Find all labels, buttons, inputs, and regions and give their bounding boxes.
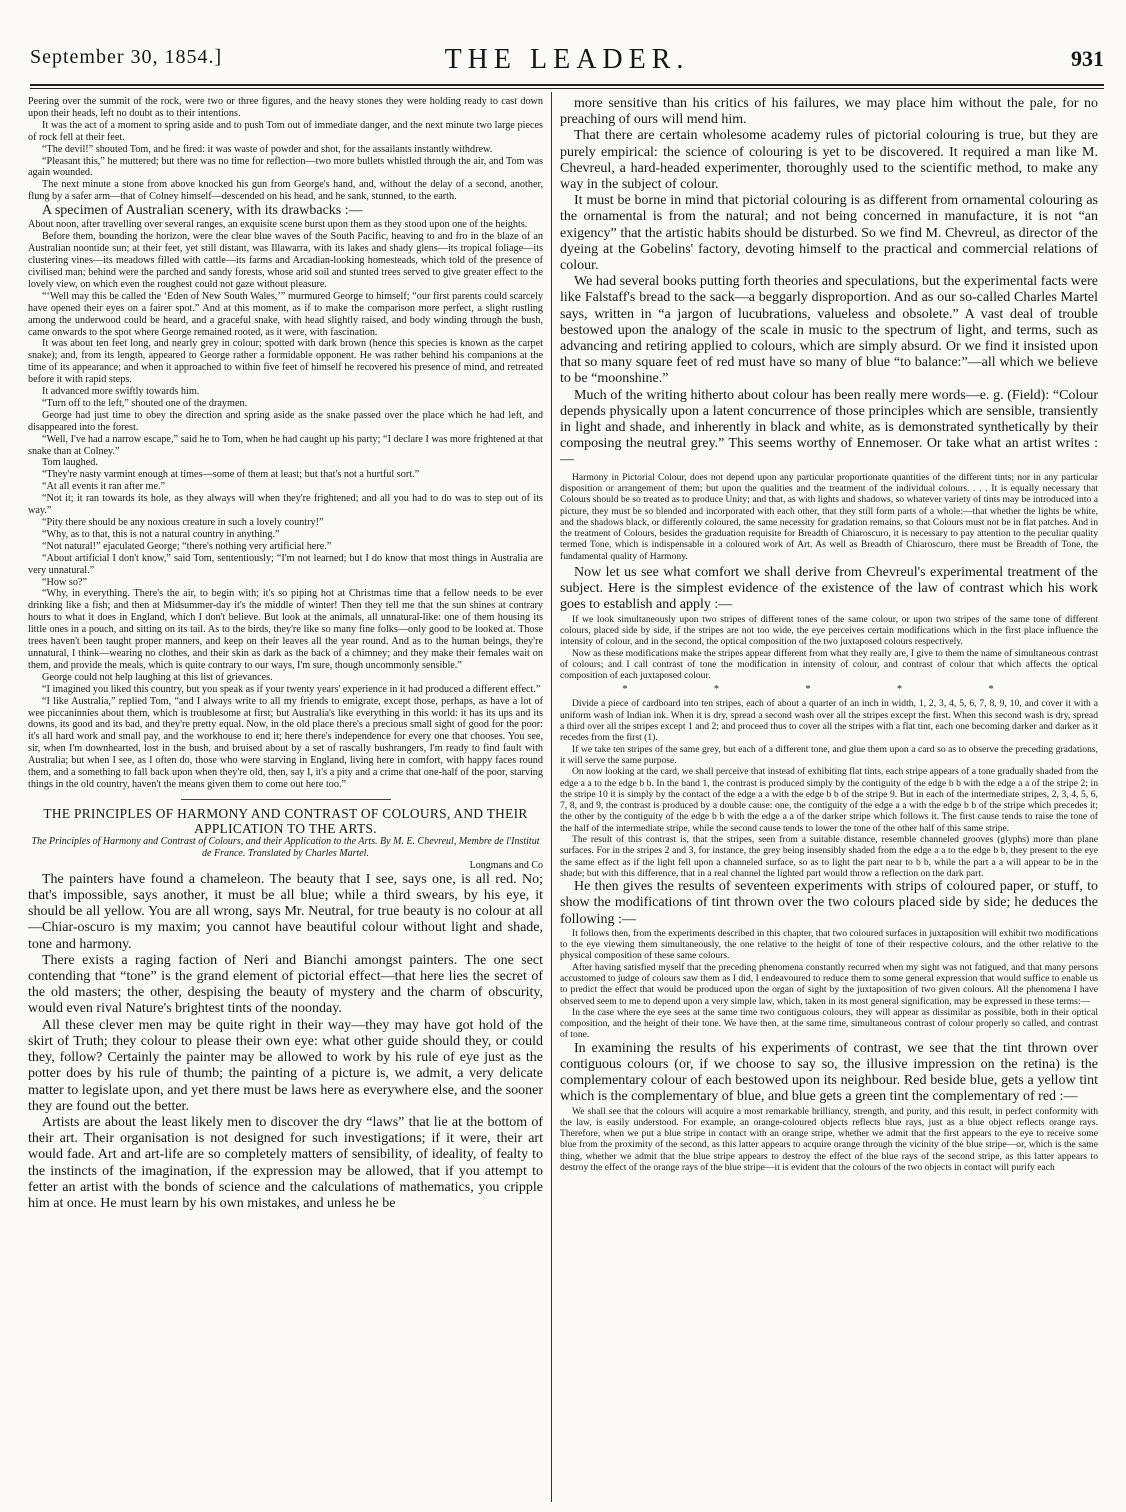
narrative-paragraph: “The devil!” shouted Tom, and he fired: it was waste of powder and shot, for the assailants instantly withdrew. xyxy=(42,143,493,155)
review-title: THE PRINCIPLES OF HARMONY AND CONTRAST OF COLOURS, AND THEIR APPLICATION TO THE ARTS. xyxy=(43,805,528,836)
review-paragraph: We had several books putting forth theories and speculations, but the experimental facts were like Falstaff's bread to the sack—a beggarly disproportion. And as our so-called Charles Martel says, written in “a jargon of lucubrations, valueless and obsolete.” A vast deal of trouble bestowed upon the analogy of the scale in music to the spectrum of light, and terms, such as advancing and retiring applied to colours, which are simply absurd. Or we find it insisted upon that so many square feet of red must have so many of blue “to balance:”—all which we believe to be “moonshine.” xyxy=(560,274,1098,387)
review-paragraph: Much of the writing hitherto about colour has been really mere words—e. g. (Field): “Colour depends physically upon a latent concurrence of those principles which are sensible, transiently in light and shade, and inherently in black and white, as is demonstrated synthetically by their composing the neutral grey.” This seems worthy of Ennemoser. Or take what an artist writes :— xyxy=(560,387,1098,468)
specimen-paragraph: “‘Well may this be called the ‘Eden of New South Wales,’” murmured George to himself; “our first parents could scarcely have opened their eyes on a fairer spot.” And at this moment, as if to make the comparison more perfect, a slight rustling among the underwood could be heard, and a graceful snake, with head slightly raised, and body winding through the bush, came onwards to the spot where George remained rooted, as it were, with fascination. xyxy=(28,290,543,338)
specimen-paragraph: “Pity there should be any noxious creature in such a lovely country!” xyxy=(42,517,324,529)
left-column xyxy=(28,96,543,1500)
specimen-paragraph: “Why, as to that, this is not a natural country in anything.” xyxy=(42,528,280,540)
review-publisher: Longmans and Co xyxy=(469,859,543,871)
review-paragraph: The painters have found a chameleon. The beauty that I see, says one, is all red. No; that's impossible, says another, it must be all blue; while a third swears, by his eye, it should be all yellow. You are all wrong, says Mr. Neutral, for true beauty is no colour at all—Chiar-oscuro is my maxim; you cannot have beautiful colour without light and shade, tone and harmony. xyxy=(28,871,543,952)
narrative-paragraph: Peering over the summit of the rock, were two or three figures, and the heavy stones they were holding ready to cast down upon their heads, left no doubt as to their intentions. xyxy=(28,96,543,119)
header-rule-thin xyxy=(30,88,1104,89)
section-divider xyxy=(181,799,391,800)
specimen-paragraph: It was about ten feet long, and nearly grey in colour; spotted with dark brown (hence this species is known as the carpet snake); and, from its length, appeared to George rather a formidable opponent. He was rather behind his companions at the time of its appearance; and when it approached to within five feet of himself he recovered his presence of mind, and retreated before it with rapid steps. xyxy=(28,338,543,386)
review-paragraph: Now let us see what comfort we shall derive from Chevreul's experimental treatment of the subject. Here is the simplest evidence of the existence of the law of contrast which his work goes to establish and apply :— xyxy=(560,565,1098,613)
quoted-passage: It follows then, from the experiments described in this chapter, that two coloured surfaces in juxtaposition will exhibit two modifications to the eye viewing them simultaneously, the one relative to the height of tone of their respective colours, and the other relative to the physical composition of these same colours. xyxy=(560,927,1098,962)
review-paragraph: That there are certain wholesome academy rules of pictorial colouring is true, but they are purely empirical: the science of colouring is yet to be discovered. It required a man like M. Chevreul, a hard-headed experimenter, thoroughly used to the scientific method, to make any way in the subject of colour. xyxy=(560,128,1098,193)
specimen-paragraph: “They're nasty varmint enough at times—some of them at least; but that's not a hurtful sort.” xyxy=(42,469,420,481)
column-divider xyxy=(551,92,552,1502)
specimen-paragraph: George could not help laughing at this list of grievances. xyxy=(42,671,273,683)
quoted-passage: If we look simultaneously upon two stripes of different tones of the same colour, or upon two stripes of the same tone of different colours, placed side by side, if the stripes are not too wide, the eye perceives certain modifications which in the first place influence the intensity of colour, and in the second, the optical composition of the two juxtaposed colours respectively. xyxy=(560,613,1098,648)
specimen-paragraph: “About artificial I don't know,” said Tom, sententiously; “I'm not learned; but I do know that most things in Australia are very unnatural.” xyxy=(28,552,543,576)
specimen-paragraph: “Turn off to the left,” shouted one of the draymen. xyxy=(42,397,248,409)
narrative-paragraph: The next minute a stone from above knocked his gun from George's hand, and, without the delay of a second, another, flung by a safer arm—that of Colney himself—descended on his head, and he sank, stunned, to the earth. xyxy=(28,179,543,203)
specimen-paragraph: “Well, I've had a narrow escape,” said he to Tom, when he had caught up his party; “I declare I was more frightened at that snake than at Colney.” xyxy=(28,433,543,457)
specimen-paragraph: “Why, in everything. There's the air, to begin with; it's so piping hot at Christmas time that a fellow needs to be ever drinking like a fish; and then at Midsummer-day it's the middle of winter! Then they tell me that the sun shines at contrary hours to what it does in England, which I don't believe. But look at the animals, all unnatural-like: one of them housing its little ones in a pouch, and sitting on its tail. As to the birds, they're like so many fine folks—only good to be looked at. Those trees haven't been taught proper manners, and keep on their leaves all the year round. And as to the human beings, they're unnatural, I think—wearing no clothes, and their skin as dark as the back of a chimney; and they make their females wait on them, and provide the meals, which is quite contrary to our ways, I'm sure, though uncommonly sensible.” xyxy=(28,588,543,671)
specimen-paragraph: Tom laughed. xyxy=(42,457,98,469)
review-paragraph: Artists are about the least likely men to discover the dry “laws” that lie at the bottom of their art. Their organisation is not designed for such investigations; if it were, their art would fade. Art and art-life are so completely matters of sensibility, of ideality, of fealty to the instincts of the imagination, if the expression may be allowed, that if you attempt to fetter an artist with the bonds of science and the calculations of mathematics, you cripple him at once. He must learn by his own mistakes, and unless he be xyxy=(28,1114,543,1211)
section-stars: * * * * * xyxy=(622,684,1036,696)
page-number: 931 xyxy=(1071,46,1104,71)
quoted-passage: Harmony in Pictorial Colour, does not depend upon any particular proportionate quantities of the different tints; nor in any particular disposition or arrangement of them; but upon the qualities and the treatment of the individual colours. . . . It is equally necessary that Colours should be so treated as to produce Unity; and that, as with lights and shadows, so whatever variety of tints may be introduced into a picture, they must be so blended and incorporated with each other, that they still form parts of a whole:—that whether the lights be white, and the shadows black, or differently coloured, the same necessity for gradation remains, so that Colours must not be in flat patches. And in the treatment of Colours, besides the graduation requisite for Breadth of Chiaroscuro, it is necessary to pay attention to the peculiar quality termed Tone, which is indispensable in a coloured work of Art. As well as Breadth of Chiaroscuro, there must be Breadth of Tone, the fundamental quality of Harmony. xyxy=(560,471,1098,562)
specimen-paragraph: “How so?” xyxy=(42,576,87,588)
specimen-paragraph: It advanced more swiftly towards him. xyxy=(42,386,200,398)
review-paragraph: There exists a raging faction of Neri and Bianchi amongst painters. The one sect contending that “tone” is the grand element of pictorial effect—that here lies the secret of the old masters; the other, despising the beauty of mystery and the charm of obscurity, would even rival Nature's brightest tints of the noonday. xyxy=(28,952,543,1017)
quoted-passage: Now as these modifications make the stripes appear different from what they really are, I give to them the name of simultaneous contrast of colours; and I call contrast of tone the modification in intensity of colour, and contrast of colour that which affects the optical composition of each juxtaposed colour. xyxy=(560,647,1098,682)
specimen-paragraph: “I imagined you liked this country, but you speak as if your twenty years' experience in it had produced a different effect.” xyxy=(42,683,541,695)
specimen-paragraph: “Not natural!” ejaculated George; “there's nothing very artificial here.” xyxy=(42,540,332,552)
review-paragraph: He then gives the results of seventeen experiments with strips of coloured paper, or stuff, to show the modifications of tint thrown over the two colours placed side by side; he deduces the following :— xyxy=(560,879,1098,927)
specimen-paragraph: “At all events it ran after me.” xyxy=(42,481,166,493)
specimen-paragraph: About noon, after travelling over several ranges, an exquisite scene burst upon them as they stood upon one of the heights. xyxy=(28,219,528,231)
narrative-paragraph: “Pleasant this,” he muttered; but there was no time for reflection—two more bullets whistled through the air, and Tom was again wounded. xyxy=(28,155,543,179)
specimen-paragraph: “Not it; it ran towards its hole, as they always will when they're frightened; and all you had to do was to step out of its way.” xyxy=(28,493,543,517)
review-paragraph: All these clever men may be quite right in their way—they may have got hold of the skirt of Truth; they colour to please their own eye: what other guide should they, or could they, follow? Certainly the painter may be allowed to work by his rule of eye just as the potter does by his rule of thumb; the painting of a picture is, we admit, a very delicate matter to legislate upon, and yet there must be laws here as everywhere else, and the sooner they are found out the better. xyxy=(28,1017,543,1114)
quoted-passage: After having satisfied myself that the preceding phenomena constantly recurred when my sight was not fatigued, and that many persons accustomed to judge of colours saw them as I did, I endeavoured to reduce them to some general expression that would suffice to enable us to predict the effect that would be produced upon the organ of sight by the juxtaposition of two given colours. All the phenomena I have observed seem to me to depend upon a very simple law, which, taken in its most general signification, may be expressed in these terms:— xyxy=(560,961,1098,1007)
review-paragraph: It must be borne in mind that pictorial colouring is as different from ornamental colouring as the ornamental is from the natural; and not being concerned in manufacture, it is not “an exigency” that the artistic habits should be disturbed. So we find M. Chevreul, as director of the dyeing at the Gobelins' factory, devoting himself to the practical and commercial relations of colour. xyxy=(560,193,1098,274)
quoted-passage: We shall see that the colours will acquire a most remarkable brilliancy, strength, and purity, and this result, in perfect conformity with the law, is easily understood. For example, an orange-coloured objects reflects blue rays, just as a blue object reflects orange rays. Therefore, when we put a blue stripe in contact with an orange stripe, whether we admit that the first appears to the eye to receive some blue from the proximity of the second, as this latter appears to acquire orange through the vicinity of the blue stripe—or, which is the same thing, whether we admit that the blue stripe appears to destroy the effect of the blue rays of the second stripe, as this latter appears to destroy the effect of the orange rays of the blue stripe—it is evident that the colours of the two objects in contact will purify each xyxy=(560,1105,1098,1174)
specimen-paragraph: Before them, bounding the horizon, were the clear blue waves of the South Pacific, heaving to and fro in the blaze of an Australian noontide sun; at their feet, yet still distant, was Illawarra, with its lakes and shady glens—its tropical foliage—its clustering vines—its meadows filled with cattle—its farms and Arcadian-looking homesteads, which told of the presence of civilised man; behind were the parched and sandy forests, whose arid soil and stunted trees served to give greater effect to the lovely view, on which even the roughest could not gaze without pleasure. xyxy=(28,231,543,290)
quoted-passage: In the case where the eye sees at the same time two contiguous colours, they will appear as dissimilar as possible, both in their optical composition, and the height of their tone. We have then, at the same time, simultaneous contrast of colour properly so called, and contrast of tone. xyxy=(560,1006,1098,1041)
narrative-paragraph: It was the act of a moment to spring aside and to push Tom out of immediate danger, and the next minute two large pieces of rock fell at their feet. xyxy=(28,119,543,143)
specimen-intro: A specimen of Australian scenery, with its drawbacks :— xyxy=(42,203,363,219)
quoted-passage: Divide a piece of cardboard into ten stripes, each of about a quarter of an inch in width, 1, 2, 3, 4, 5, 6, 7, 8, 9, 10, and cover it with a uniform wash of Indian ink. When it is dry, spread a second wash over all the stripes except the first. When this second wash is dry, spread a third over all the stripes except 1 and 2; and proceed thus to cover all the stripes with a flat tint, each one becoming darker and darker as it recedes from the first (1). xyxy=(560,698,1098,744)
quoted-passage: On now looking at the card, we shall perceive that instead of exhibiting flat tints, each stripe appears of a tone gradually shaded from the edge a a to the edge b b. In the band 1, the contrast is produced simply by the contiguity of the edge b b with the edge a a of the stripe 2; in the stripe 10 it is simply by the contact of the edge a a with the edge b b of the stripe 9. But in each of the intermediate stripes, 2, 3, 4, 5, 6, 7, 8, and 9, the contrast is produced by a double cause: one, the contiguity of the edge a a with the edge b b of the stripe which precedes it; the other by the contiguity of the edge b b with the edge a a of the darker stripe which follows it. The first cause tends to raise the tone of the half of the intermediate stripe, while the second cause tends to lower the tone of the other half of this same stripe. xyxy=(560,766,1098,834)
specimen-paragraph: “I like Australia,” replied Tom, “and I always write to all my friends to emigrate, except those, perhaps, as have a lot of wee piccaninnies about them, which is troublesome at first; but Australia's like everything in this world: it has its ups and its downs, its good and its bad, and they're pretty equal. Now, in the old place there's a precious small sight of good for the poor: it's all hard work and small pay, and the workhouse to end it; here there's independence for every one that chooses. You see, sir, when I'm downhearted, lost in the bush, and bruised about by a set of rascally bushrangers, I'm ready to find fault with Australia; but when I see, as I often do, those who were starving in England, living here in comfort, with happy faces round them, and a something to fall back upon when they're old, then, say I, it's a pity and a crime that one-half of the poor, starving things in the old country, haven't the means given them to come out here too.” xyxy=(28,695,543,790)
review-paragraph: more sensitive than his critics of his failures, we may place him without the pale, for no preaching of ours will mend him. xyxy=(560,96,1098,128)
issue-date: September 30, 1854.] xyxy=(30,46,223,68)
specimen-paragraph: George had just time to obey the direction and spring aside as the snake passed over the place which he had left, and disappeared into the forest. xyxy=(28,409,543,433)
quoted-passage: If we take ten stripes of the same grey, but each of a different tone, and glue them upon a card so as to observe the preceding gradations, it will serve the same purpose. xyxy=(560,743,1098,766)
masthead-title: THE LEADER. xyxy=(444,44,690,75)
review-paragraph: In examining the results of his experiments of contrast, we see that the tint thrown over contiguous colours (or, if we choose to say so, the illusive impression on the retina) is the complementary colour of each bestowed upon its neighbour. Red beside blue, gets a yellow tint which is the complementary of blue, and blue gets a green tint the complementary of red :— xyxy=(560,1040,1098,1105)
quoted-passage: The result of this contrast is, that the stripes, seen from a suitable distance, resemble channeled grooves (glyphs) more than plane surfaces. For in the stripes 2 and 3, for instance, the grey being insensibly shaded from the edge a a to the edge b b, they present to the eye the same effect as if the light fell upon a channeled surface, so as to light the part near to b b, while the part a a will appear to be in the shade; but with this difference, that in a real channel the lighted part would throw a reflection on the dark part. xyxy=(560,834,1098,879)
page-header xyxy=(30,46,1104,78)
right-column xyxy=(560,96,1098,1500)
header-rule xyxy=(30,84,1104,86)
review-subtitle: The Principles of Harmony and Contrast of Colours, and their Application to the Arts. By M. E. Chevreul, Membre de l'Institut de France. Translated by Charles Martel. xyxy=(31,835,540,859)
